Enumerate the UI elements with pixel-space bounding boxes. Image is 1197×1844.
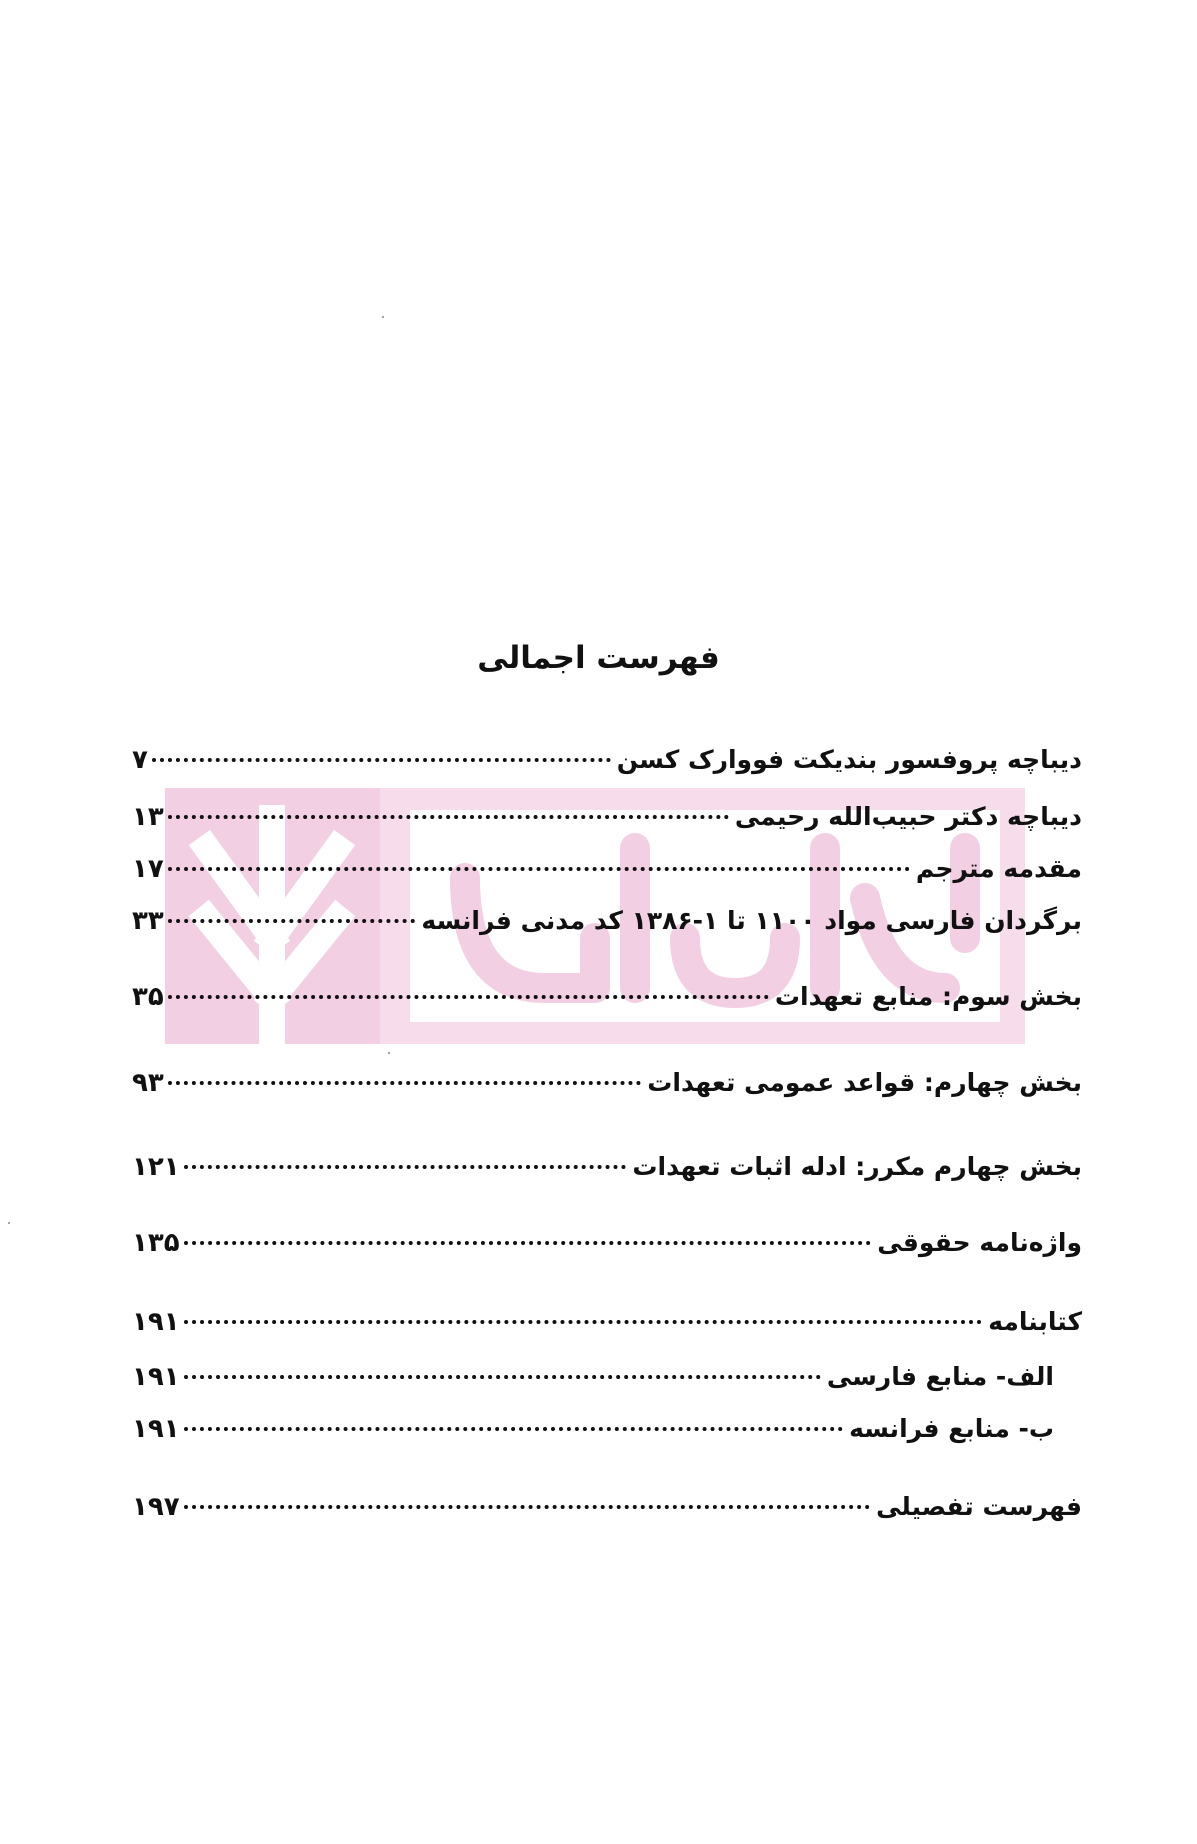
toc-entry <box>132 740 1082 780</box>
toc-subentry <box>132 1409 1082 1449</box>
toc-entry-label: دیباچه دکتر حبیب‌الله رحیمی <box>734 802 1082 831</box>
page-title: فهرست اجمالی <box>477 640 720 676</box>
scan-speck <box>388 1052 390 1054</box>
toc-entry-label: کتابنامه <box>988 1307 1082 1336</box>
toc-entry-label: واژه‌نامه حقوقی <box>877 1228 1082 1257</box>
toc-entry-label: مقدمه مترجم <box>915 854 1082 883</box>
toc-entry-page: ۱۳۵ <box>132 1228 180 1258</box>
toc-entry-page: ۹۳ <box>132 1068 164 1098</box>
dot-leader <box>168 1081 642 1085</box>
dot-leader <box>184 1505 870 1509</box>
dot-leader <box>184 1427 843 1431</box>
dot-leader <box>184 1241 872 1245</box>
toc-entry-label: ب- منابع فرانسه <box>849 1414 1054 1443</box>
toc-entry-label: بخش چهارم: قواعد عمومی تعهدات <box>647 1068 1082 1097</box>
dot-leader <box>168 815 729 819</box>
scan-speck <box>8 1222 10 1224</box>
toc-entry-page: ۱۹۷ <box>132 1492 180 1522</box>
toc-subentry <box>132 1357 1082 1397</box>
toc-entry-page: ۱۹۱ <box>132 1414 180 1444</box>
toc-entry <box>132 901 1082 941</box>
toc-entry-label: فهرست تفصیلی <box>876 1492 1082 1521</box>
dot-leader <box>184 1375 821 1379</box>
toc-entry <box>132 1302 1082 1342</box>
toc-entry <box>132 977 1082 1017</box>
toc-entry-page: ۱۷ <box>132 854 164 884</box>
toc-entry <box>132 849 1082 889</box>
toc-entry-page: ۱۲۱ <box>132 1152 180 1182</box>
toc-entry <box>132 1223 1082 1263</box>
dot-leader <box>168 995 769 999</box>
dot-leader <box>184 1320 983 1324</box>
toc-entry-label: بخش سوم: منابع تعهدات <box>774 982 1082 1011</box>
toc-entry-page: ۱۹۱ <box>132 1307 180 1337</box>
toc-entry-label: بخش چهارم مکرر: ادله اثبات تعهدات <box>632 1152 1082 1181</box>
toc-entry <box>132 797 1082 837</box>
dot-leader <box>168 919 416 923</box>
toc-entry-label: الف- منابع فارسی <box>826 1362 1054 1391</box>
toc-entry-page: ۱۳ <box>132 802 164 832</box>
dot-leader <box>184 1165 627 1169</box>
toc-entry-page: ۱۹۱ <box>132 1362 180 1392</box>
toc-entry-page: ۷ <box>132 745 148 775</box>
toc-entry-page: ۳۳ <box>132 906 164 936</box>
toc-entry <box>132 1063 1082 1103</box>
toc-entry-label: دیباچه پروفسور بندیکت فووارک کسن <box>616 745 1082 774</box>
toc-entry <box>132 1147 1082 1187</box>
scan-speck <box>382 316 384 318</box>
dot-leader <box>152 758 611 762</box>
toc-entry-page: ۳۵ <box>132 982 164 1012</box>
toc-entry <box>132 1487 1082 1527</box>
toc-entry-label: برگردان فارسی مواد ۱۱۰۰ تا ۱-۱۳۸۶ کد مدنی فرانسه <box>421 906 1082 935</box>
dot-leader <box>168 867 910 871</box>
